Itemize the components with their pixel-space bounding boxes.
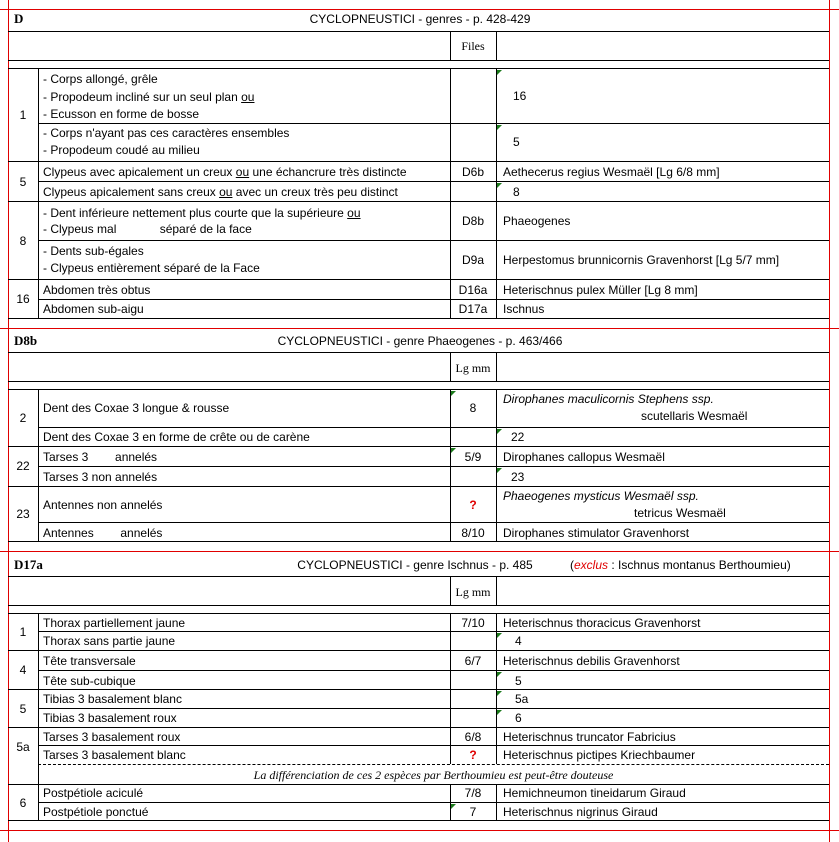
section-d17a-result-5b: 6 xyxy=(515,711,522,725)
section-d17a-result-5a: 5a xyxy=(515,692,529,706)
section-d17a-desc-4b: Tête sub-cubique xyxy=(43,674,136,688)
table-rule xyxy=(496,352,497,381)
page-border-bottom xyxy=(0,830,839,831)
green-marker xyxy=(497,183,502,188)
section-d17a-desc-5a: Tibias 3 basalement blanc xyxy=(43,692,182,706)
section-d17a-code-1a: 7/10 xyxy=(461,616,485,630)
section-d8b-num-2: 2 xyxy=(19,411,27,425)
table-rule xyxy=(8,689,829,690)
section-d17a-result-4a: Heterischnus debilis Gravenhorst xyxy=(503,654,680,668)
table-rule xyxy=(8,446,829,447)
section-d17a-result-1a: Heterischnus thoracicus Gravenhorst xyxy=(503,616,701,630)
section-d-desc-16a: Abdomen très obtus xyxy=(43,283,151,297)
section-d17a-desc-5ab: Tarses 3 basalement blanc xyxy=(43,748,186,762)
table-rule xyxy=(8,784,829,785)
table-rule xyxy=(8,650,829,651)
table-rule xyxy=(8,389,829,390)
table-rule xyxy=(38,708,829,709)
table-rule xyxy=(38,670,829,671)
section-d8b-result-23a: Phaeogenes mysticus Wesmaël ssp. xyxy=(503,489,699,503)
section-d-files-header: Files xyxy=(461,39,485,53)
section-d17a-desc-6b: Postpétiole ponctué xyxy=(43,805,149,819)
section-d-num-1: 1 xyxy=(19,108,27,122)
table-rule xyxy=(38,389,39,541)
section-d8b-result-2a-ssp: scutellaris Wesmaël xyxy=(641,409,748,423)
section-d17a-num-4: 4 xyxy=(19,663,27,677)
section-d-code: D xyxy=(14,11,24,26)
section-d17a-desc-5b: Tibias 3 basalement roux xyxy=(43,711,177,725)
section-d17a-code: D17a xyxy=(14,557,43,572)
section-d-desc-1a-line1: - Corps allongé, grêle xyxy=(43,72,158,86)
section-d17a-result-6b: Heterischnus nigrinus Giraud xyxy=(503,805,658,819)
section-d-code-5a: D6b xyxy=(461,165,484,179)
section-d8b-result-23a-ssp: tetricus Wesmaël xyxy=(634,506,726,520)
section-d8b-result-22b: 23 xyxy=(511,470,525,484)
table-rule xyxy=(8,60,829,61)
table-rule xyxy=(8,727,829,728)
green-marker xyxy=(497,125,502,130)
section-d17a-result-1b: 4 xyxy=(515,634,522,648)
section-d-num-8: 8 xyxy=(19,234,27,248)
table-rule xyxy=(496,31,497,60)
section-d-code-8b: D9a xyxy=(461,253,484,267)
section-d-desc-8b-line1: - Dents sub-égales xyxy=(43,244,144,258)
table-rule xyxy=(38,123,829,124)
dashed-rule xyxy=(38,764,829,765)
section-d-desc-8b-line2: - Clypeus entièrement séparé de la Face xyxy=(43,261,260,275)
section-d17a-desc-6a: Postpétiole aciculé xyxy=(43,786,144,800)
table-rule xyxy=(496,576,497,605)
table-rule xyxy=(8,381,829,382)
table-rule xyxy=(8,68,829,69)
section-d17a-code-6a: 7/8 xyxy=(464,786,482,800)
section-d-desc-1b-line1: - Corps n'ayant pas ces caractères ensembles xyxy=(43,126,290,140)
section-d8b-result-2b: 22 xyxy=(511,430,525,444)
section-d17a-lg-header: Lg mm xyxy=(455,585,491,599)
section-separator-2 xyxy=(0,551,839,552)
section-d17a-code-4a: 6/7 xyxy=(464,654,482,668)
green-marker xyxy=(497,70,502,75)
page-border-right xyxy=(829,0,830,842)
section-d8b-result-22a: Dirophanes callopus Wesmaël xyxy=(503,450,665,464)
section-d8b-desc-23b: Antennes annelés xyxy=(43,526,163,540)
section-d8b-desc-22b: Tarses 3 non annelés xyxy=(43,470,158,484)
green-marker xyxy=(451,391,456,396)
table-rule xyxy=(38,427,829,428)
section-d-result-5a: Aethecerus regius Wesmaël [Lg 6/8 mm] xyxy=(503,165,720,179)
section-d-result-16b: Ischnus xyxy=(503,302,545,316)
table-rule xyxy=(38,240,829,241)
section-d8b-desc-2a: Dent des Coxae 3 longue & rousse xyxy=(43,401,230,415)
page-border-top xyxy=(0,9,839,10)
green-marker xyxy=(497,710,502,715)
section-d-desc-8a-line1: - Dent inférieure nettement plus courte que la supérieure ou xyxy=(43,206,361,220)
table-rule xyxy=(38,745,829,746)
section-d-result-8a: Phaeogenes xyxy=(503,214,571,228)
section-d-desc-1b-line2: - Propodeum coudé au milieu xyxy=(43,143,200,157)
table-rule xyxy=(8,318,829,319)
section-d-code-16a: D16a xyxy=(458,283,488,297)
section-d-code-16b: D17a xyxy=(458,302,488,316)
section-d8b-result-23b: Dirophanes stimulator Gravenhorst xyxy=(503,526,690,540)
section-d-desc-5b: Clypeus apicalement sans creux ou avec un creux très peu distinct xyxy=(43,185,398,199)
section-d8b-num-23: 23 xyxy=(16,507,30,521)
section-d17a-exclus-note: (exclus : Ischnus montanus Berthoumieu) xyxy=(570,558,791,572)
table-rule xyxy=(38,68,39,318)
table-rule xyxy=(496,784,497,820)
section-d-num-16: 16 xyxy=(16,292,30,306)
section-d8b-desc-22a: Tarses 3 annelés xyxy=(43,450,158,464)
green-marker xyxy=(497,633,502,638)
section-d17a-desc-1b: Thorax sans partie jaune xyxy=(43,634,176,648)
section-d17a-result-4b: 5 xyxy=(515,674,522,688)
table-rule xyxy=(38,299,829,300)
section-d-desc-5a: Clypeus avec apicalement un creux ou une échancrure très distincte xyxy=(43,165,407,179)
table-rule xyxy=(8,820,829,821)
section-d-desc-8a-line2: - Clypeus mal séparé de la face xyxy=(43,222,252,236)
section-d17a-desc-1a: Thorax partiellement jaune xyxy=(43,616,186,630)
section-d8b-num-22: 22 xyxy=(16,459,30,473)
section-d-title: CYCLOPNEUSTICI - genres - p. 428-429 xyxy=(309,12,531,26)
section-d-desc-1a-line2: - Propodeum incliné sur un seul plan ou xyxy=(43,90,255,104)
section-d17a-code-5aa: 6/8 xyxy=(464,730,482,744)
section-d-result-16a: Heterischnus pulex Müller [Lg 8 mm] xyxy=(503,283,698,297)
section-d8b-desc-23a: Antennes non annelés xyxy=(43,498,163,512)
table-rule xyxy=(8,279,829,280)
section-d17a-note: La différenciation de ces 2 espèces par Berthoumieu est peut-être douteuse xyxy=(253,768,614,782)
section-d17a-num-5a: 5a xyxy=(16,740,30,754)
section-d8b-result-2a: Dirophanes maculicornis Stephens ssp. xyxy=(503,392,714,406)
section-d8b-title: CYCLOPNEUSTICI - genre Phaeogenes - p. 463/466 xyxy=(277,334,563,348)
table-rule xyxy=(8,201,829,202)
table-rule xyxy=(38,181,829,182)
section-d-result-1a: 16 xyxy=(513,89,527,103)
section-d-code-8a: D8b xyxy=(461,214,484,228)
section-d17a-result-5ab: Heterischnus pictipes Kriechbaumer xyxy=(503,748,696,762)
section-d17a-num-6: 6 xyxy=(19,796,27,810)
table-rule xyxy=(8,576,829,577)
section-d8b-code: D8b xyxy=(14,333,38,348)
section-d-desc-16b: Abdomen sub-aigu xyxy=(43,302,144,316)
table-rule xyxy=(38,522,829,523)
section-d-result-1b: 5 xyxy=(513,135,520,149)
table-rule xyxy=(8,541,829,542)
section-d-desc-1a-line3: - Ecusson en forme de bosse xyxy=(43,107,200,121)
green-marker xyxy=(497,691,502,696)
section-d8b-desc-2b: Dent des Coxae 3 en forme de crête ou de carène xyxy=(43,430,310,444)
green-marker xyxy=(497,429,502,434)
table-rule xyxy=(38,613,39,820)
section-d17a-desc-4a: Tête transversale xyxy=(43,654,136,668)
table-rule xyxy=(496,68,497,318)
table-rule xyxy=(38,466,829,467)
green-marker xyxy=(497,468,502,473)
section-d17a-desc-5aa: Tarses 3 basalement roux xyxy=(43,730,181,744)
table-rule xyxy=(8,486,829,487)
section-d-result-5b: 8 xyxy=(513,185,520,199)
section-d17a-title: CYCLOPNEUSTICI - genre Ischnus - p. 485 xyxy=(297,558,533,572)
section-d8b-code-23a: ? xyxy=(469,498,477,512)
table-rule xyxy=(8,31,829,32)
section-d8b-code-2a: 8 xyxy=(469,401,477,415)
section-d17a-result-5aa: Heterischnus truncator Fabricius xyxy=(503,730,676,744)
table-rule xyxy=(38,802,829,803)
table-rule xyxy=(38,631,829,632)
section-d17a-code-6b: 7 xyxy=(469,805,477,819)
green-marker xyxy=(497,672,502,677)
table-rule xyxy=(8,352,829,353)
section-d8b-code-23b: 8/10 xyxy=(461,526,485,540)
table-rule xyxy=(450,68,451,318)
section-d17a-result-6a: Hemichneumon tineidarum Giraud xyxy=(503,786,686,800)
section-d17a-num-5: 5 xyxy=(19,702,27,716)
section-d-num-5: 5 xyxy=(19,175,27,189)
section-d17a-code-5ab: ? xyxy=(469,748,477,762)
section-d8b-code-22a: 5/9 xyxy=(464,450,482,464)
table-rule xyxy=(8,161,829,162)
table-rule xyxy=(496,389,497,541)
table-rule xyxy=(8,613,829,614)
section-d17a-num-1: 1 xyxy=(19,625,27,639)
section-d8b-lg-header: Lg mm xyxy=(455,361,491,375)
table-rule xyxy=(8,605,829,606)
section-d-result-8b: Herpestomus brunnicornis Gravenhorst [Lg 5/7 mm] xyxy=(503,253,780,267)
section-separator-1 xyxy=(0,328,839,329)
